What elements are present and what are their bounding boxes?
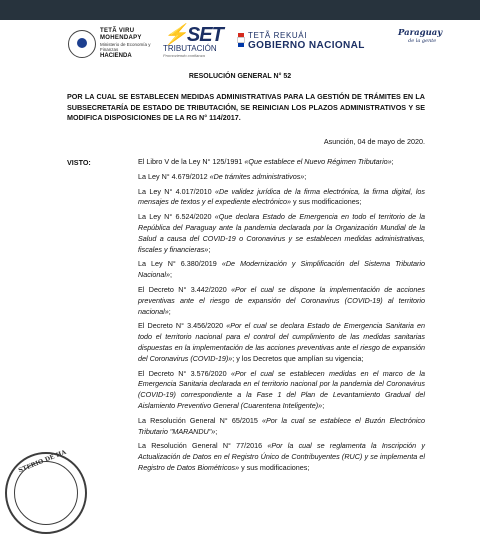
- visto-label: VISTO:: [67, 158, 91, 167]
- hacienda-line1: TETÃ VIRU: [100, 28, 135, 34]
- hacienda-line4: HACIENDA: [100, 53, 132, 59]
- gobierno-line1: TETÃ REKUÁI: [248, 31, 308, 40]
- set-mark: ⚡SET: [163, 24, 223, 46]
- document-date: Asunción, 04 de mayo de 2020.: [323, 137, 425, 146]
- visto-entry: La Resolución General N° 77/2016 «Por la cual se reglamenta la Inscripción y Actualización de Datos en el Registro Único de Contribuyentes (RUC) y se implementa el Registro de Datos Biométricos» y sus modificaciones;: [138, 441, 425, 472]
- gobierno-nacional-logo: [238, 30, 370, 62]
- document-subject: POR LA CUAL SE ESTABLECEN MEDIDAS ADMINISTRATIVAS PARA LA GESTIÓN DE TRÁMITES EN LA SUBSECRETARÍA DE ESTADO DE TRIBUTACIÓN, SE REINICIAN LOS PLAZOS ADMINISTRATIVOS Y SE MODIFICA DISPOSICIONES DE LA RG N° 114/2017.: [67, 92, 425, 122]
- visto-entry: El Decreto N° 3.442/2020 «Por el cual se dispone la implementación de acciones preventivas ante el riesgo de expansión del Coronavirus (COVID-19) al territorio nacional»;: [138, 284, 425, 316]
- paraguay-gente-logo: [398, 28, 458, 62]
- visto-entry: El Decreto N° 3.576/2020 «Por el cual se establecen medidas en el marco de la Emergencia Sanitaria declarada en el territorio nacional por la pandemia del Coronavirus (COVID-19) correspondiente a la Fase 1 del Plan de Levantamiento Gradual del Aislamiento Preventivo General (Cuarentena Inteligente)»;: [138, 368, 425, 410]
- visto-entry: La Ley N° 6.380/2019 «De Modernización y Simplificación del Sistema Tributario Nacional»;: [138, 259, 426, 280]
- stamp-lettering: STERIO DE HA: [17, 448, 68, 475]
- visto-entry: La Resolución General N° 65/2015 «Por la cual se establece el Buzón Electrónico Tributario "MARANDU"»;: [138, 415, 426, 436]
- visto-entry: La Ley N° 4.679/2012 «De trámites administrativos»;: [138, 171, 307, 181]
- hacienda-line2: MOHENDAPY: [100, 35, 142, 41]
- national-seal-icon: [68, 30, 96, 58]
- gobierno-line2: GOBIERNO NACIONAL: [248, 40, 365, 51]
- top-banner: [0, 0, 480, 20]
- paraguay-line1: Paraguay: [398, 28, 443, 38]
- header-logos: [0, 22, 480, 68]
- hacienda-line3: Ministerio de Economía y Finanzas: [100, 42, 151, 52]
- visto-entry: El Decreto N° 3.456/2020 «Por el cual se declara Estado de Emergencia Sanitaria en todo el territorio nacional para el control del cumplimiento de las medidas sanitarias dispuestas en la implementación de las acciones preventivas ante el riesgo de expansión del Coronavirus (COVID-19)»; y los Decretos que amplían su vigencia;: [138, 321, 425, 363]
- set-slogan: Promoviendo confianza: [163, 53, 205, 58]
- visto-entry: El Libro V de la Ley N° 125/1991 «Que establece el Nuevo Régimen Tributario»;: [138, 157, 394, 166]
- set-line1: TRIBUTACIÓN: [163, 44, 217, 53]
- set-tributacion-logo: [163, 26, 225, 64]
- paraguay-line2: de la gente: [408, 38, 437, 44]
- visto-entry: La Ley N° 4.017/2010 «De validez jurídica de la firma electrónica, la firma digital, los mensajes de textos y el expediente electrónico» y sus modificaciones;: [138, 186, 426, 207]
- visto-entries: [138, 157, 425, 478]
- hacienda-logo: [68, 28, 164, 62]
- flag-icon: [238, 33, 244, 47]
- official-stamp: [5, 448, 87, 534]
- document-title: RESOLUCIÓN GENERAL N° 52: [188, 73, 292, 80]
- visto-entry: La Ley N° 6.524/2020 «Que declara Estado de Emergencia en todo el territorio de la República del Paraguay ante la pandemia declarada por la Organización Mundial de la Salud a causa del COVID-19 o Coronavirus y se establecen medidas administrativas, fiscales y financieras»;: [138, 212, 425, 254]
